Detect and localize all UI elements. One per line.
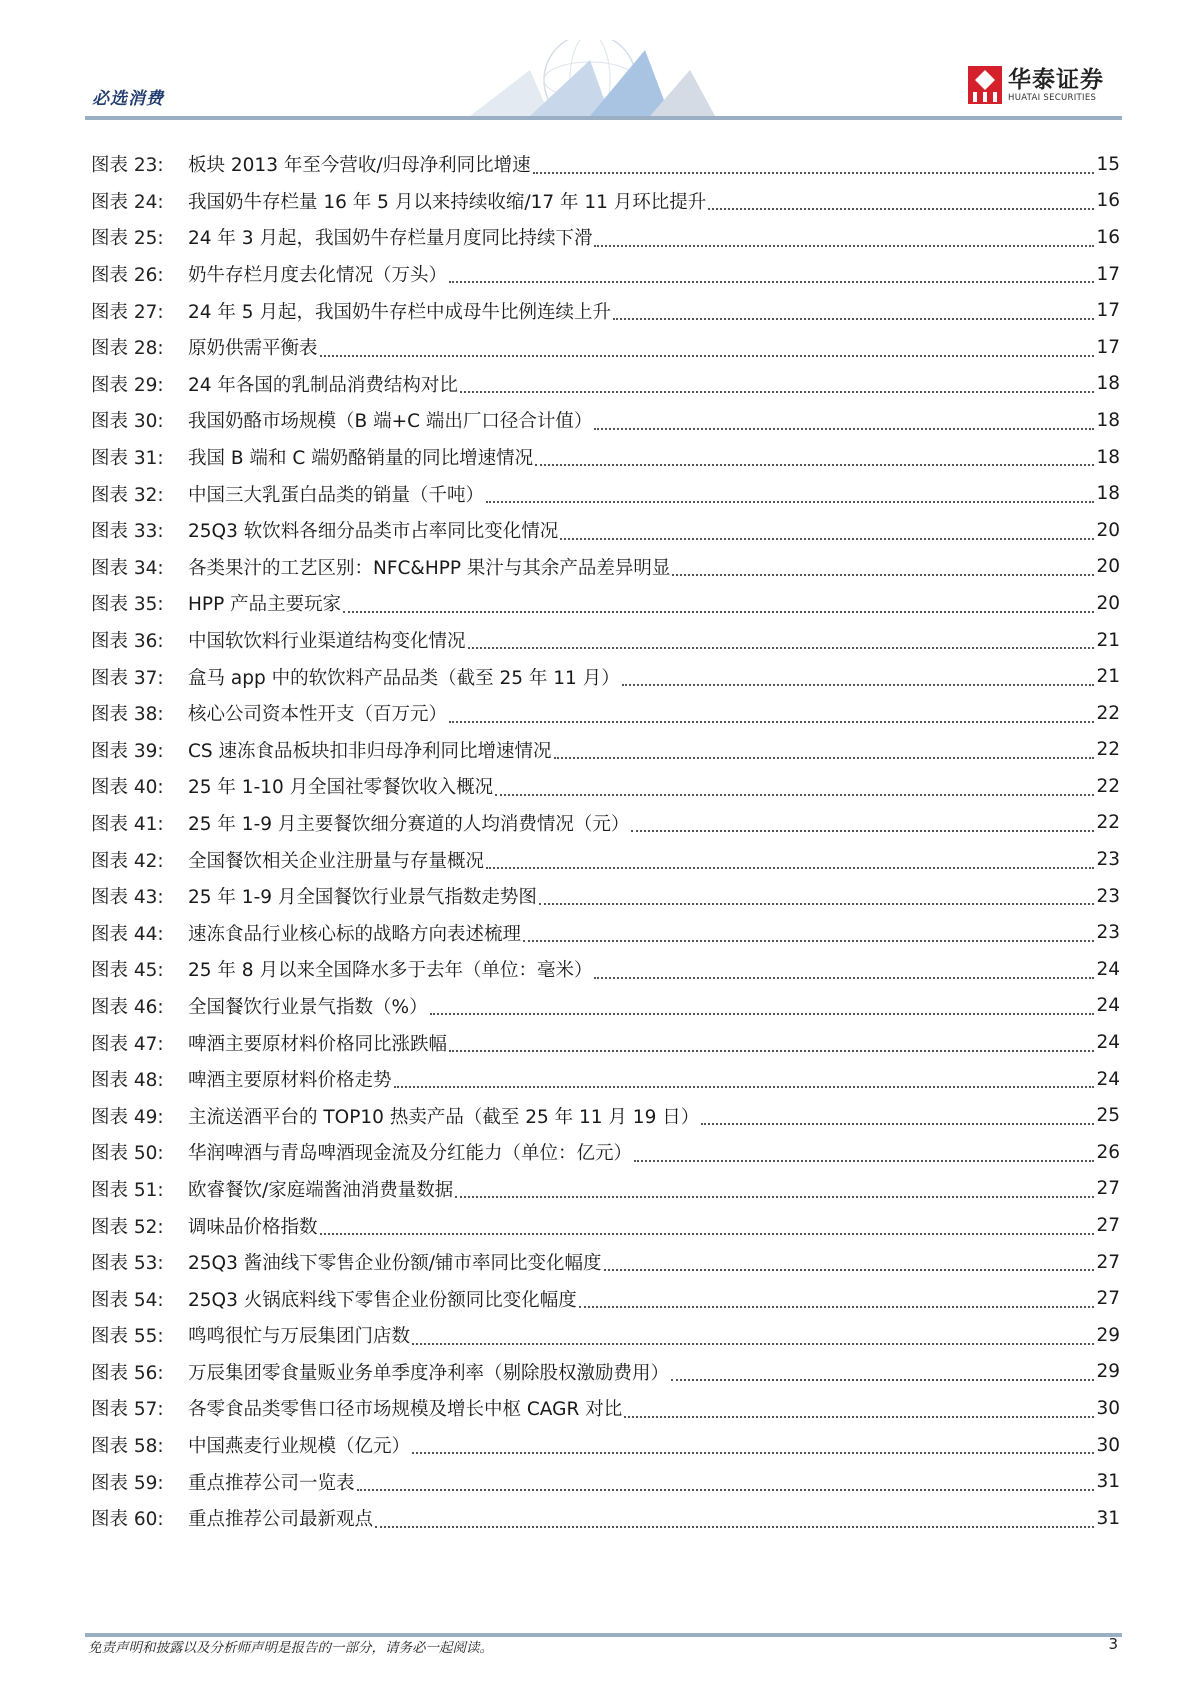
toc-dot-leader xyxy=(560,538,1094,540)
toc-dot-leader xyxy=(486,501,1094,503)
toc-entry[interactable] xyxy=(91,658,1120,695)
toc-dot-leader xyxy=(523,940,1094,942)
toc-page-number[interactable]: 23 xyxy=(1096,885,1120,907)
toc-dot-leader xyxy=(320,1233,1095,1235)
toc-page-number[interactable]: 20 xyxy=(1096,519,1120,541)
toc-page-number[interactable]: 16 xyxy=(1096,190,1120,212)
toc-dot-leader xyxy=(495,794,1094,796)
toc-figure-title[interactable]: 板块 2013 年至今营收/归母净利同比增速 xyxy=(188,155,531,177)
toc-entry[interactable] xyxy=(91,439,1120,476)
toc-figure-title[interactable]: 万辰集团零食量贩业务单季度净利率（剔除股权激励费用） xyxy=(188,1362,670,1384)
toc-dot-leader xyxy=(455,1196,1094,1198)
toc-figure-label: 图表 45: xyxy=(91,960,164,982)
toc-page-number[interactable]: 23 xyxy=(1096,922,1120,944)
footer-disclaimer: 免责声明和披露以及分析师声明是报告的一部分，请务必一起阅读。 xyxy=(88,1640,493,1656)
toc-dot-leader xyxy=(486,867,1094,869)
toc-entry[interactable] xyxy=(91,366,1120,403)
toc-page-number[interactable]: 27 xyxy=(1096,1288,1120,1310)
toc-dot-leader xyxy=(604,1269,1095,1271)
toc-figure-title[interactable]: 欧睿餐饮/家庭端酱油消费量数据 xyxy=(188,1179,454,1201)
toc-entry[interactable] xyxy=(91,256,1120,293)
toc-figure-title[interactable]: 25 年 1-10 月全国社零餐饮收入概况 xyxy=(188,777,494,799)
toc-dot-leader xyxy=(412,1452,1094,1454)
toc-entry[interactable] xyxy=(91,622,1120,659)
toc-figure-title[interactable]: 我国 B 端和 C 端奶酪销量的同比增速情况 xyxy=(188,448,534,470)
toc-dot-leader xyxy=(613,318,1094,320)
toc-figure-label: 图表 43: xyxy=(91,887,164,909)
toc-entry[interactable] xyxy=(91,1244,1120,1281)
toc-page-number[interactable]: 17 xyxy=(1096,336,1120,358)
toc-entry[interactable] xyxy=(91,475,1120,512)
toc-figure-label: 图表 47: xyxy=(91,1033,164,1055)
toc-figure-label: 图表 48: xyxy=(91,1070,164,1092)
toc-figure-label: 图表 33: xyxy=(91,521,164,543)
toc-page-number[interactable]: 27 xyxy=(1096,1251,1120,1273)
toc-figure-label: 图表 53: xyxy=(91,1253,164,1275)
huatai-logo-mark-icon xyxy=(968,66,1002,104)
toc-dot-leader xyxy=(631,830,1094,832)
toc-entry[interactable] xyxy=(91,1463,1120,1500)
toc-figure-title[interactable]: 调味品价格指数 xyxy=(188,1216,318,1238)
toc-dot-leader xyxy=(430,1013,1095,1015)
toc-figure-label: 图表 34: xyxy=(91,557,164,579)
toc-page-number[interactable]: 24 xyxy=(1096,1068,1120,1090)
toc-page-number[interactable]: 16 xyxy=(1096,226,1120,248)
toc-entry[interactable] xyxy=(91,768,1120,805)
toc-entry[interactable] xyxy=(91,219,1120,256)
toc-figure-title[interactable]: 25Q3 火锅底料线下零售企业份额同比变化幅度 xyxy=(188,1289,577,1311)
toc-figure-title[interactable]: 我国奶酪市场规模（B 端+C 端出厂口径合计值） xyxy=(188,411,593,433)
toc-figure-label: 图表 59: xyxy=(91,1472,164,1494)
toc-dot-leader xyxy=(533,172,1095,174)
toc-entry[interactable] xyxy=(91,695,1120,732)
toc-dot-leader xyxy=(449,1050,1094,1052)
toc-dot-leader xyxy=(708,208,1094,210)
toc-figure-title[interactable]: 中国软饮料行业渠道结构变化情况 xyxy=(188,631,466,653)
toc-page-number[interactable]: 15 xyxy=(1096,153,1120,175)
toc-figure-title[interactable]: CS 速冻食品板块扣非归母净利同比增速情况 xyxy=(188,740,552,762)
toc-figure-label: 图表 32: xyxy=(91,484,164,506)
toc-figure-title[interactable]: 24 年 3 月起，我国奶牛存栏量月度同比持续下滑 xyxy=(188,228,593,250)
toc-page-number[interactable]: 22 xyxy=(1096,702,1120,724)
toc-figure-label: 图表 39: xyxy=(91,740,164,762)
toc-figure-label: 图表 38: xyxy=(91,704,164,726)
toc-entry[interactable] xyxy=(91,1354,1120,1391)
toc-entry[interactable] xyxy=(91,988,1120,1025)
toc-figure-label: 图表 35: xyxy=(91,594,164,616)
toc-entry[interactable] xyxy=(91,1061,1120,1098)
toc-figure-label: 图表 30: xyxy=(91,411,164,433)
toc-figure-label: 图表 23: xyxy=(91,155,164,177)
toc-figure-title[interactable]: 24 年各国的乳制品消费结构对比 xyxy=(188,374,458,396)
toc-figure-label: 图表 50: xyxy=(91,1143,164,1165)
toc-figure-title[interactable]: 25Q3 软饮料各细分品类市占率同比变化情况 xyxy=(188,521,559,543)
toc-dot-leader xyxy=(634,1160,1094,1162)
toc-figure-label: 图表 46: xyxy=(91,996,164,1018)
header-globe-decoration xyxy=(470,40,790,116)
toc-page-number[interactable]: 17 xyxy=(1096,300,1120,322)
logo-cn-text: 华泰证券 xyxy=(1008,67,1104,93)
toc-entry[interactable] xyxy=(91,292,1120,329)
toc-dot-leader xyxy=(394,1086,1095,1088)
toc-page-number[interactable]: 17 xyxy=(1096,263,1120,285)
toc-dot-leader xyxy=(357,1489,1095,1491)
toc-entry[interactable] xyxy=(91,1280,1120,1317)
toc-page-number[interactable]: 21 xyxy=(1096,629,1120,651)
table-of-figures xyxy=(91,146,1120,1537)
toc-entry[interactable] xyxy=(91,1171,1120,1208)
toc-page-number[interactable]: 18 xyxy=(1096,446,1120,468)
toc-figure-label: 图表 25: xyxy=(91,228,164,250)
toc-figure-title[interactable]: 鸣鸣很忙与万辰集团门店数 xyxy=(188,1326,411,1348)
toc-figure-label: 图表 42: xyxy=(91,850,164,872)
toc-figure-title[interactable]: HPP 产品主要玩家 xyxy=(188,594,342,616)
toc-dot-leader xyxy=(535,464,1094,466)
toc-figure-label: 图表 24: xyxy=(91,191,164,213)
toc-dot-leader xyxy=(594,428,1094,430)
toc-figure-title[interactable]: 重点推荐公司最新观点 xyxy=(188,1509,374,1531)
toc-dot-leader xyxy=(449,281,1094,283)
toc-dot-leader xyxy=(554,757,1095,759)
toc-figure-title[interactable]: 我国奶牛存栏量 16 年 5 月以来持续收缩/17 年 11 月环比提升 xyxy=(188,191,707,213)
toc-page-number[interactable]: 22 xyxy=(1096,739,1120,761)
toc-figure-label: 图表 40: xyxy=(91,777,164,799)
toc-figure-title[interactable]: 中国三大乳蛋白品类的销量（千吨） xyxy=(188,484,485,506)
toc-entry[interactable] xyxy=(91,1390,1120,1427)
toc-figure-label: 图表 44: xyxy=(91,923,164,945)
toc-page-number[interactable]: 18 xyxy=(1096,483,1120,505)
toc-figure-title[interactable]: 25 年 8 月以来全国降水多于去年（单位：毫米） xyxy=(188,960,593,982)
toc-page-number[interactable]: 31 xyxy=(1096,1507,1120,1529)
toc-figure-title[interactable]: 啤酒主要原材料价格同比涨跌幅 xyxy=(188,1033,448,1055)
toc-entry[interactable] xyxy=(91,841,1120,878)
toc-entry[interactable] xyxy=(91,914,1120,951)
toc-figure-title[interactable]: 华润啤酒与青岛啤酒现金流及分红能力（单位：亿元） xyxy=(188,1143,633,1165)
huatai-logo xyxy=(968,66,1104,104)
toc-figure-label: 图表 57: xyxy=(91,1399,164,1421)
toc-page-number[interactable]: 30 xyxy=(1096,1434,1120,1456)
toc-page-number[interactable]: 31 xyxy=(1096,1471,1120,1493)
toc-page-number[interactable]: 24 xyxy=(1096,1032,1120,1054)
toc-figure-title[interactable]: 啤酒主要原材料价格走势 xyxy=(188,1070,392,1092)
toc-page-number[interactable]: 18 xyxy=(1096,373,1120,395)
toc-entry[interactable] xyxy=(91,1207,1120,1244)
toc-figure-label: 图表 37: xyxy=(91,667,164,689)
toc-figure-label: 图表 56: xyxy=(91,1362,164,1384)
toc-entry[interactable] xyxy=(91,183,1120,220)
logo-en-text: HUATAI SECURITIES xyxy=(1008,93,1097,103)
toc-entry[interactable] xyxy=(91,549,1120,586)
toc-figure-title[interactable]: 25 年 1-9 月全国餐饮行业景气指数走势图 xyxy=(188,887,537,909)
toc-figure-title[interactable]: 重点推荐公司一览表 xyxy=(188,1472,355,1494)
toc-figure-title[interactable]: 主流送酒平台的 TOP10 热卖产品（截至 25 年 11 月 19 日） xyxy=(188,1106,700,1128)
toc-dot-leader xyxy=(320,355,1095,357)
toc-dot-leader xyxy=(622,684,1095,686)
toc-entry[interactable] xyxy=(91,585,1120,622)
toc-figure-title[interactable]: 全国餐饮行业景气指数（%） xyxy=(188,996,428,1018)
page-number: 3 xyxy=(1108,1635,1118,1653)
toc-dot-leader xyxy=(672,574,1094,576)
toc-figure-title[interactable]: 速冻食品行业核心标的战略方向表述梳理 xyxy=(188,923,522,945)
toc-dot-leader xyxy=(412,1343,1094,1345)
toc-figure-title[interactable]: 25 年 1-9 月主要餐饮细分赛道的人均消费情况（元） xyxy=(188,813,630,835)
toc-dot-leader xyxy=(468,647,1095,649)
toc-figure-label: 图表 52: xyxy=(91,1216,164,1238)
toc-page-number[interactable]: 22 xyxy=(1096,775,1120,797)
toc-page-number[interactable]: 25 xyxy=(1096,1105,1120,1127)
toc-figure-title[interactable]: 原奶供需平衡表 xyxy=(188,338,318,360)
toc-page-number[interactable]: 27 xyxy=(1096,1178,1120,1200)
toc-entry[interactable] xyxy=(91,146,1120,183)
toc-page-number[interactable]: 26 xyxy=(1096,1141,1120,1163)
toc-figure-label: 图表 36: xyxy=(91,631,164,653)
toc-entry[interactable] xyxy=(91,1134,1120,1171)
toc-figure-label: 图表 51: xyxy=(91,1179,164,1201)
toc-dot-leader xyxy=(343,611,1094,613)
toc-figure-title[interactable]: 全国餐饮相关企业注册量与存量概况 xyxy=(188,850,485,872)
toc-entry[interactable] xyxy=(91,805,1120,842)
section-title: 必选消费 xyxy=(92,89,164,109)
toc-figure-title[interactable]: 盒马 app 中的软饮料产品品类（截至 25 年 11 月） xyxy=(188,667,620,689)
toc-dot-leader xyxy=(624,1416,1094,1418)
toc-entry[interactable] xyxy=(91,329,1120,366)
toc-entry[interactable] xyxy=(91,1024,1120,1061)
toc-figure-label: 图表 28: xyxy=(91,338,164,360)
toc-figure-title[interactable]: 奶牛存栏月度去化情况（万头） xyxy=(188,265,448,287)
toc-dot-leader xyxy=(579,1306,1095,1308)
toc-page-number[interactable]: 24 xyxy=(1096,958,1120,980)
toc-entry[interactable] xyxy=(91,878,1120,915)
toc-figure-label: 图表 41: xyxy=(91,813,164,835)
toc-figure-label: 图表 49: xyxy=(91,1106,164,1128)
toc-dot-leader xyxy=(701,1123,1094,1125)
toc-page-number[interactable]: 24 xyxy=(1096,995,1120,1017)
toc-entry[interactable] xyxy=(91,732,1120,769)
toc-figure-label: 图表 29: xyxy=(91,374,164,396)
toc-page-number[interactable]: 23 xyxy=(1096,849,1120,871)
toc-figure-title[interactable]: 核心公司资本性开支（百万元） xyxy=(188,704,448,726)
toc-page-number[interactable]: 20 xyxy=(1096,556,1120,578)
toc-page-number[interactable]: 20 xyxy=(1096,592,1120,614)
toc-page-number[interactable]: 18 xyxy=(1096,409,1120,431)
toc-entry[interactable] xyxy=(91,402,1120,439)
toc-dot-leader xyxy=(539,903,1095,905)
toc-page-number[interactable]: 29 xyxy=(1096,1361,1120,1383)
toc-dot-leader xyxy=(375,1526,1094,1528)
toc-figure-label: 图表 26: xyxy=(91,265,164,287)
toc-figure-label: 图表 27: xyxy=(91,301,164,323)
toc-page-number[interactable]: 30 xyxy=(1096,1397,1120,1419)
toc-dot-leader xyxy=(460,391,1095,393)
toc-dot-leader xyxy=(594,245,1094,247)
toc-entry[interactable] xyxy=(91,1500,1120,1537)
toc-figure-label: 图表 31: xyxy=(91,448,164,470)
toc-figure-label: 图表 55: xyxy=(91,1326,164,1348)
toc-page-number[interactable]: 29 xyxy=(1096,1324,1120,1346)
toc-figure-label: 图表 54: xyxy=(91,1289,164,1311)
toc-entry[interactable] xyxy=(91,951,1120,988)
toc-figure-title[interactable]: 25Q3 酱油线下零售企业份额/铺市率同比变化幅度 xyxy=(188,1253,602,1275)
toc-page-number[interactable]: 22 xyxy=(1096,812,1120,834)
toc-dot-leader xyxy=(594,977,1094,979)
toc-figure-title[interactable]: 中国燕麦行业规模（亿元） xyxy=(188,1436,411,1458)
toc-entry[interactable] xyxy=(91,1097,1120,1134)
header-divider xyxy=(85,116,1122,120)
toc-dot-leader xyxy=(449,721,1094,723)
toc-entry[interactable] xyxy=(91,1317,1120,1354)
toc-page-number[interactable]: 21 xyxy=(1096,666,1120,688)
toc-figure-title[interactable]: 各类果汁的工艺区别：NFC&HPP 果汁与其余产品差异明显 xyxy=(188,557,671,579)
toc-figure-label: 图表 60: xyxy=(91,1509,164,1531)
toc-page-number[interactable]: 27 xyxy=(1096,1215,1120,1237)
toc-figure-label: 图表 58: xyxy=(91,1436,164,1458)
toc-figure-title[interactable]: 24 年 5 月起，我国奶牛存栏中成母牛比例连续上升 xyxy=(188,301,611,323)
toc-entry[interactable] xyxy=(91,1427,1120,1464)
toc-figure-title[interactable]: 各零食品类零售口径市场规模及增长中枢 CAGR 对比 xyxy=(188,1399,623,1421)
toc-entry[interactable] xyxy=(91,512,1120,549)
toc-dot-leader xyxy=(671,1379,1094,1381)
